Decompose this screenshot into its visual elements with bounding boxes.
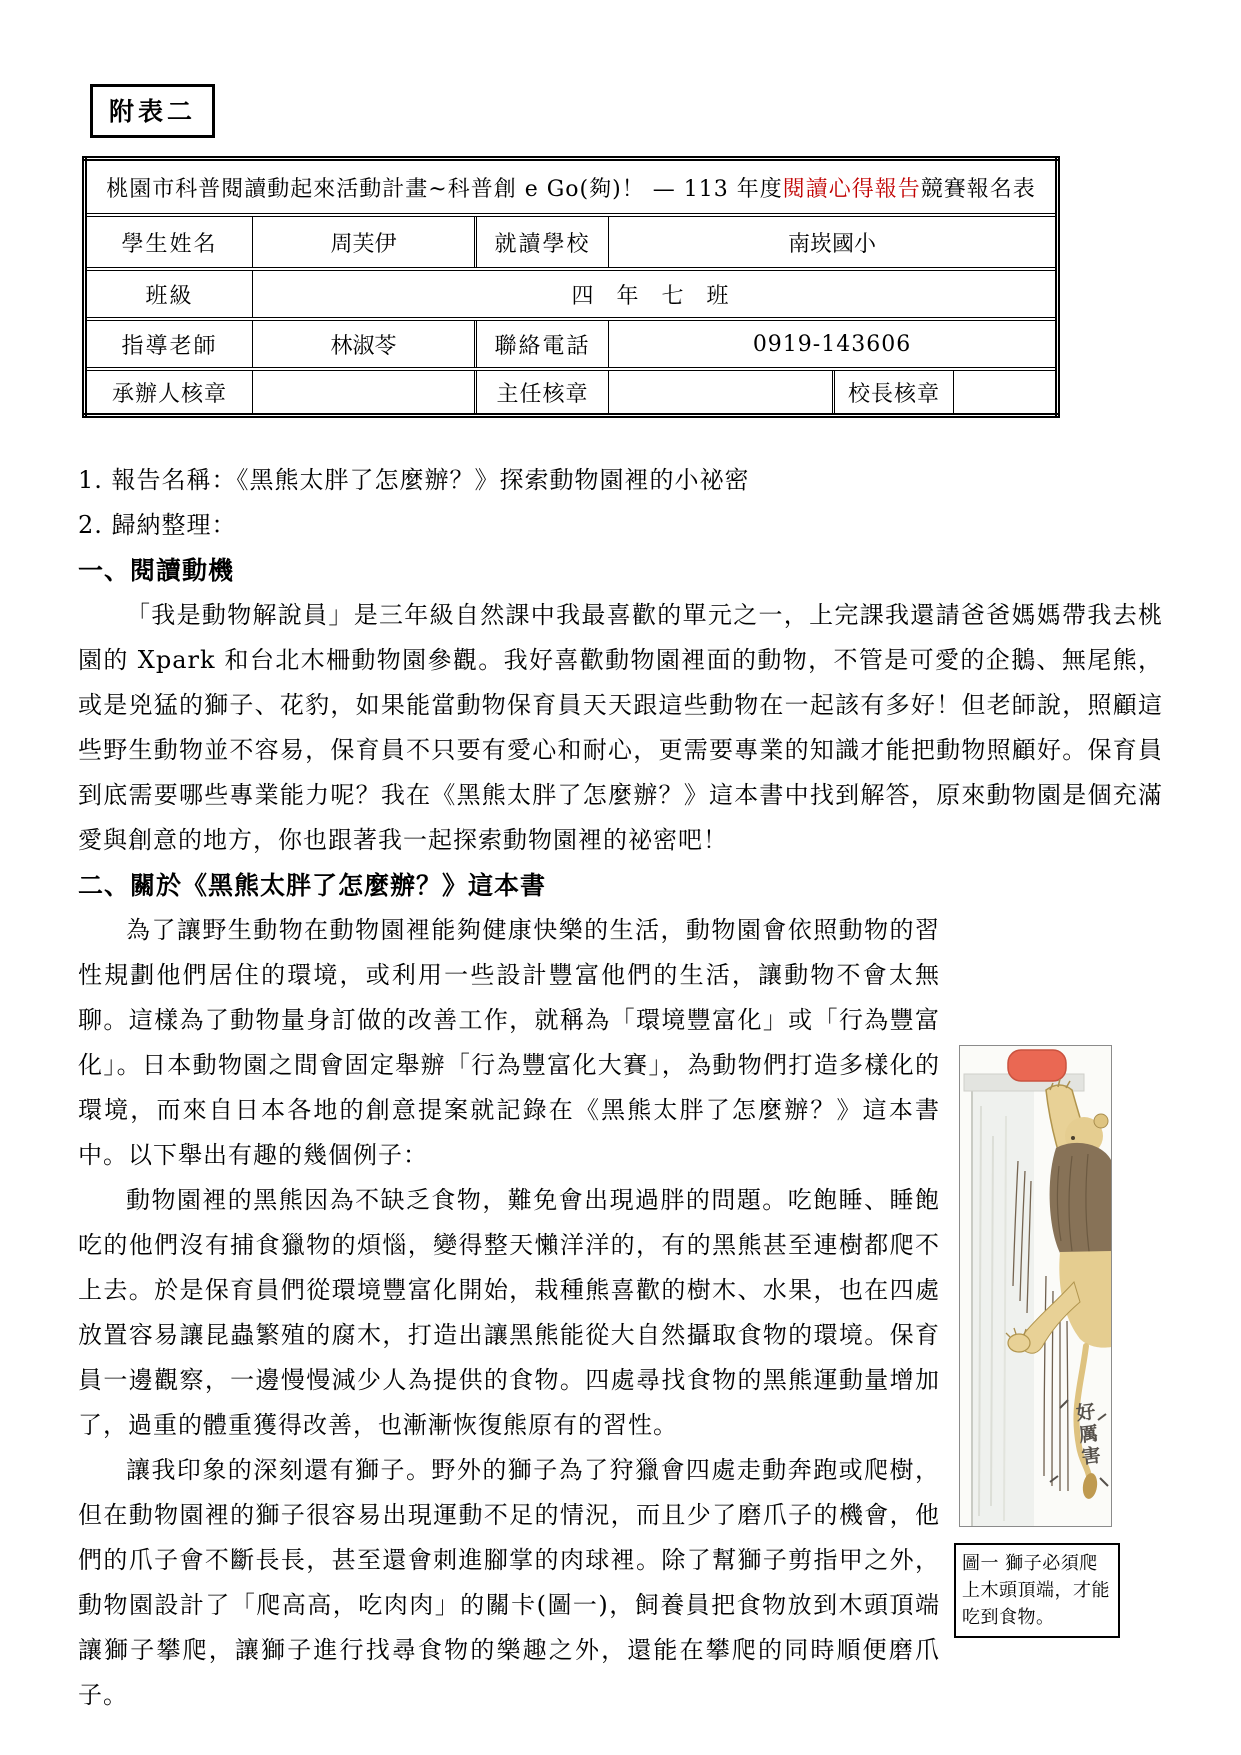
teacher-label: 指導老師 — [85, 319, 253, 369]
registration-form-table — [82, 156, 1060, 418]
section1-paragraph: 「我是動物解說員」是三年級自然課中我最喜歡的單元之一，上完課我還請爸爸媽媽帶我去桃園的 Xpark 和台北木柵動物園參觀。我好喜歡動物園裡面的動物，不管是可愛的企鵝、無尾熊，或是兇猛的獅子、花豹，如果能當動物保育員天天跟這些動物在一起該有多好！但老師說，照顧這些野生動物並不容易，保育員不只要有愛心和耐心，更需要專業的知識才能把動物照顧好。保育員到底需要哪些專業能力呢？我在《黑熊太胖了怎麼辦？》這本書中找到解答，原來動物園是個充滿愛與創意的地方，你也跟著我一起探索動物園裡的祕密吧！ — [78, 601, 1163, 854]
section1-heading: 一、閱讀動機 — [78, 556, 235, 585]
school-value: 南崁國小 — [609, 215, 1058, 269]
form-title-part2: 競賽報名表 — [920, 176, 1036, 202]
section2-paragraph-3: 讓我印象的深刻還有獅子。野外的獅子為了狩獵會四處走動奔跑或爬樹，但在動物園裡的獅子很容易出現運動不足的情況，而且少了磨爪子的機會，他們的爪子會不斷長長，甚至還會刺進腳掌的肉球裡。除了幫獅子剪指甲之外，動物園設計了「爬高高，吃肉肉」的關卡(圖一)，飼養員把食物放到木頭頂端讓獅子攀爬，讓獅子進行找尋食物的樂趣之外，還能在攀爬的同時順便磨爪子。 — [78, 1456, 940, 1709]
form-title-part1: 桃園市科普閱讀動起來活動計畫~科普創 e Go(夠)！ — 113 年度 — [106, 176, 783, 202]
phone-value: 0919-143606 — [609, 319, 1058, 369]
sticker-text: 好厲害 — [1072, 1400, 1102, 1470]
class-row — [85, 269, 1058, 319]
form-title-row — [85, 159, 1058, 216]
school-label: 就讀學校 — [476, 215, 609, 269]
principal-seal-label: 校長核章 — [834, 369, 954, 416]
principal-seal-space — [954, 369, 1058, 416]
form-title — [85, 159, 1058, 216]
organizer-seal-space — [253, 369, 476, 416]
class-label: 班級 — [85, 269, 253, 319]
report-body — [78, 458, 1163, 1718]
organizer-seal-label: 承辦人核章 — [85, 369, 253, 416]
appendix-tag-box — [90, 84, 215, 138]
director-seal-label: 主任核章 — [476, 369, 609, 416]
teacher-value: 林淑苓 — [253, 319, 476, 369]
director-seal-space — [609, 369, 834, 416]
report-title-item: 1. 報告名稱：《黑熊太胖了怎麼辦？》探索動物園裡的小祕密 — [78, 466, 750, 494]
student-row — [85, 215, 1058, 269]
figure-caption: 圖一 獅子必須爬上木頭頂端，才能吃到食物。 — [954, 1543, 1120, 1638]
teacher-row — [85, 319, 1058, 369]
student-name-label: 學生姓名 — [85, 215, 253, 269]
phone-label: 聯絡電話 — [476, 319, 609, 369]
student-name-value: 周芙伊 — [253, 215, 476, 269]
class-value: 四 年 七 班 — [253, 269, 1058, 319]
appendix-tag-label: 附表二 — [109, 97, 197, 126]
form-title-red: 閱讀心得報告 — [782, 176, 921, 202]
section2-paragraph-1: 為了讓野生動物在動物園裡能夠健康快樂的生活，動物園會依照動物的習性規劃他們居住的環境，或利用一些設計豐富他們的生活，讓動物不會太無聊。這樣為了動物量身訂做的改善工作，就稱為「環境豐富化」或「行為豐富化」。日本動物園之間會固定舉辦「行為豐富化大賽」，為動物們打造多樣化的環境，而來自日本各地的創意提案就記錄在《黑熊太胖了怎麼辦？》這本書中。以下舉出有趣的幾個例子： — [78, 916, 940, 1169]
section2-heading: 二、關於《黑熊太胖了怎麼辦？》這本書 — [78, 871, 547, 900]
section2-paragraph-2: 動物園裡的黑熊因為不缺乏食物，難免會出現過胖的問題。吃飽睡、睡飽吃的他們沒有捕食獵物的煩惱，變得整天懶洋洋的，有的黑熊甚至連樹都爬不上去。於是保育員們從環境豐富化開始，栽種熊喜歡的樹木、水果，也在四處放置容易讓昆蟲繁殖的腐木，打造出讓黑熊能從大自然攝取食物的環境。保育員一邊觀察，一邊慢慢減少人為提供的食物。四處尋找食物的黑熊運動量增加了，過重的體重獲得改善，也漸漸恢復熊原有的習性。 — [78, 1186, 940, 1439]
lion-illustration-frame — [959, 1045, 1112, 1527]
figure-1 — [954, 1045, 1118, 1638]
seal-row — [85, 369, 1058, 416]
report-summary-item: 2. 歸納整理： — [78, 511, 237, 539]
